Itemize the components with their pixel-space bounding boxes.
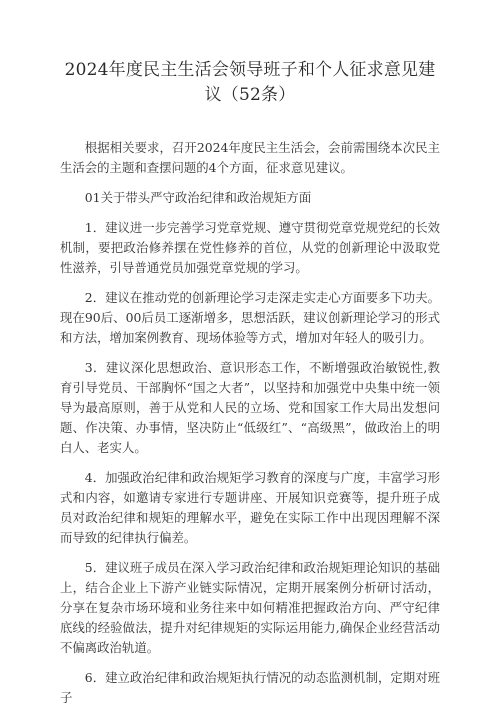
suggestion-item-6: 6．建立政治纪律和政治规矩执行情况的动态监测机制，定期对班子 [60,670,440,705]
section-heading: 01关于带头严守政治纪律和政治规矩方面 [84,190,312,205]
suggestion-item-3: 3．建议深化思想政治、意识形态工作，不断增强政治敏锐性,教育引导党员、干部胸怀“国之大者”，以坚持和加强党中央集中统一领导为最高原则，善于从党和人民的立场、党和国家工作大局出发想问题、作决策、办事情，坚决防止“低级红”、“高级黑”，做政治上的明白人、老实人。 [60,360,440,455]
document-body [60,138,440,708]
document-title: 2024年度民主生活会领导班子和个人征求意见建议（52条） [64,60,436,105]
suggestion-item-4: 4．加强政治纪律和政治规矩学习教育的深度与广度，丰富学习形式和内容，如邀请专家进行专题讲座、开展知识竞赛等，提升班子成员对政治纪律和规矩的理解水平，避免在实际工作中出现因理解不深而导致的纪律执行偏差。 [60,470,440,545]
suggestion-item-5: 5．建议班子成员在深入学习政治纪律和政治规矩理论知识的基础上，结合企业上下游产业链实际情况，定期开展案例分析研讨活动，分享在复杂市场环境和业务往来中如何精准把握政治方向、严守纪律底线的经验做法，提升对纪律规矩的实际运用能力,确保企业经营活动不偏离政治轨道。 [60,560,440,655]
intro-paragraph: 根据相关要求，召开2024年度民主生活会，会前需围绕本次民主生活会的主题和查摆问题的4个方面，征求意见建议。 [60,140,440,175]
suggestion-item-1: 1．建议进一步完善学习党章党规、遵守贯彻党章党规党纪的长效机制，要把政治修养摆在党性修养的首位，从党的创新理论中汲取党性滋养，引导普通党员加强党章党规的学习。 [60,220,440,275]
suggestion-item-2: 2．建议在推动党的创新理论学习走深走实走心方面要多下功夫。现在90后、00后员工逐渐增多，思想活跃，建议创新理论学习的形式和方法，增加案例教育、现场体验等方式，增加对年轻人的吸引力。 [60,290,440,345]
